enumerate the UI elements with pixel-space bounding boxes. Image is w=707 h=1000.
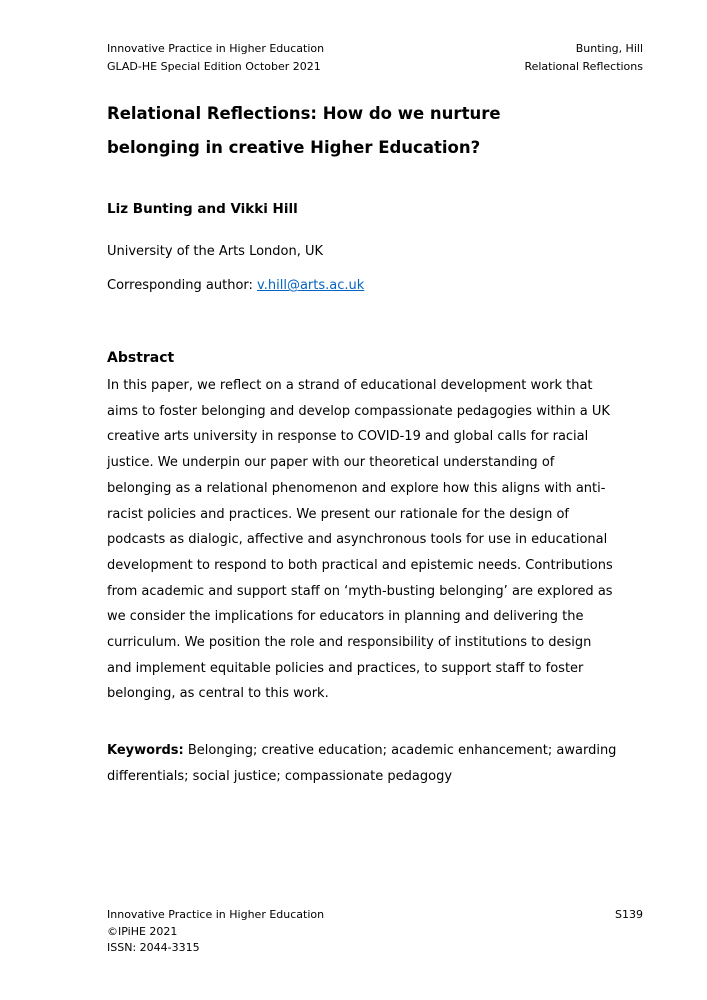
abstract-heading: Abstract: [107, 350, 175, 366]
abstract-line: and implement equitable policies and practices, to support staff to foster: [107, 660, 584, 676]
keywords-text-1: Belonging; creative education; academic enhancement; awarding: [183, 743, 617, 758]
keywords-label: Keywords:: [107, 743, 184, 758]
footer-journal-name: Innovative Practice in Higher Education: [107, 908, 325, 921]
abstract-line: In this paper, we reflect on a strand of educational development work that: [107, 378, 593, 393]
title-line: Relational Reflections: How do we nurture: [107, 104, 501, 123]
abstract-line: racist policies and practices. We present our rationale for the design of: [107, 506, 569, 522]
footer-copyright: ©IPiHE 2021: [107, 924, 178, 938]
abstract-line: development to respond to both practical and epistemic needs. Contributions: [107, 557, 613, 573]
title-line: belonging in creative Higher Education?: [107, 138, 481, 157]
affiliation: University of the Arts London, UK: [107, 244, 324, 259]
paper-title: [107, 97, 643, 165]
abstract-line: belonging, as central to this work.: [107, 686, 329, 702]
abstract-line: curriculum. We position the role and responsibility of institutions to design: [107, 635, 592, 651]
abstract-line: justice. We underpin our paper with our theoretical understanding of: [107, 455, 555, 471]
abstract-line: creative arts university in response to COVID-19 and global calls for racial: [107, 429, 589, 445]
journal-name: Innovative Practice in Higher Education: [107, 42, 325, 55]
abstract-line: aims to foster belonging and develop compassionate pedagogies within a UK: [107, 403, 610, 419]
keywords-block: [107, 738, 643, 790]
keywords-line-1: [107, 738, 643, 764]
footer-left: [107, 907, 324, 957]
abstract-line: belonging as a relational phenomenon and explore how this aligns with anti-: [107, 480, 606, 496]
running-header-left: [107, 40, 324, 76]
abstract-line: from academic and support staff on ‘myth-busting belonging’ are explored as: [107, 583, 613, 599]
authors-short: Bunting, Hill: [575, 42, 643, 55]
keywords-line-2: differentials; social justice; compassionate pedagogy: [107, 769, 453, 784]
page-footer: [107, 907, 643, 957]
abstract-line: we consider the implications for educators in planning and delivering the: [107, 609, 584, 625]
author-names: Liz Bunting and Vikki Hill: [107, 201, 298, 217]
running-header: [107, 40, 643, 76]
page-number: S139: [615, 908, 643, 921]
abstract-body: [107, 373, 643, 707]
footer-issn: ISSN: 2044-3315: [107, 941, 200, 954]
abstract-line: podcasts as dialogic, affective and asynchronous tools for use in educational: [107, 532, 608, 548]
paper-short-title: Relational Reflections: [524, 60, 643, 73]
corresponding-author-label: Corresponding author:: [107, 278, 258, 293]
edition-line: GLAD-HE Special Edition October 2021: [107, 60, 321, 73]
corresponding-author-line: [107, 276, 364, 296]
running-header-right: [524, 40, 643, 76]
corresponding-email-link[interactable]: v.hill@arts.ac.uk: [257, 278, 365, 293]
